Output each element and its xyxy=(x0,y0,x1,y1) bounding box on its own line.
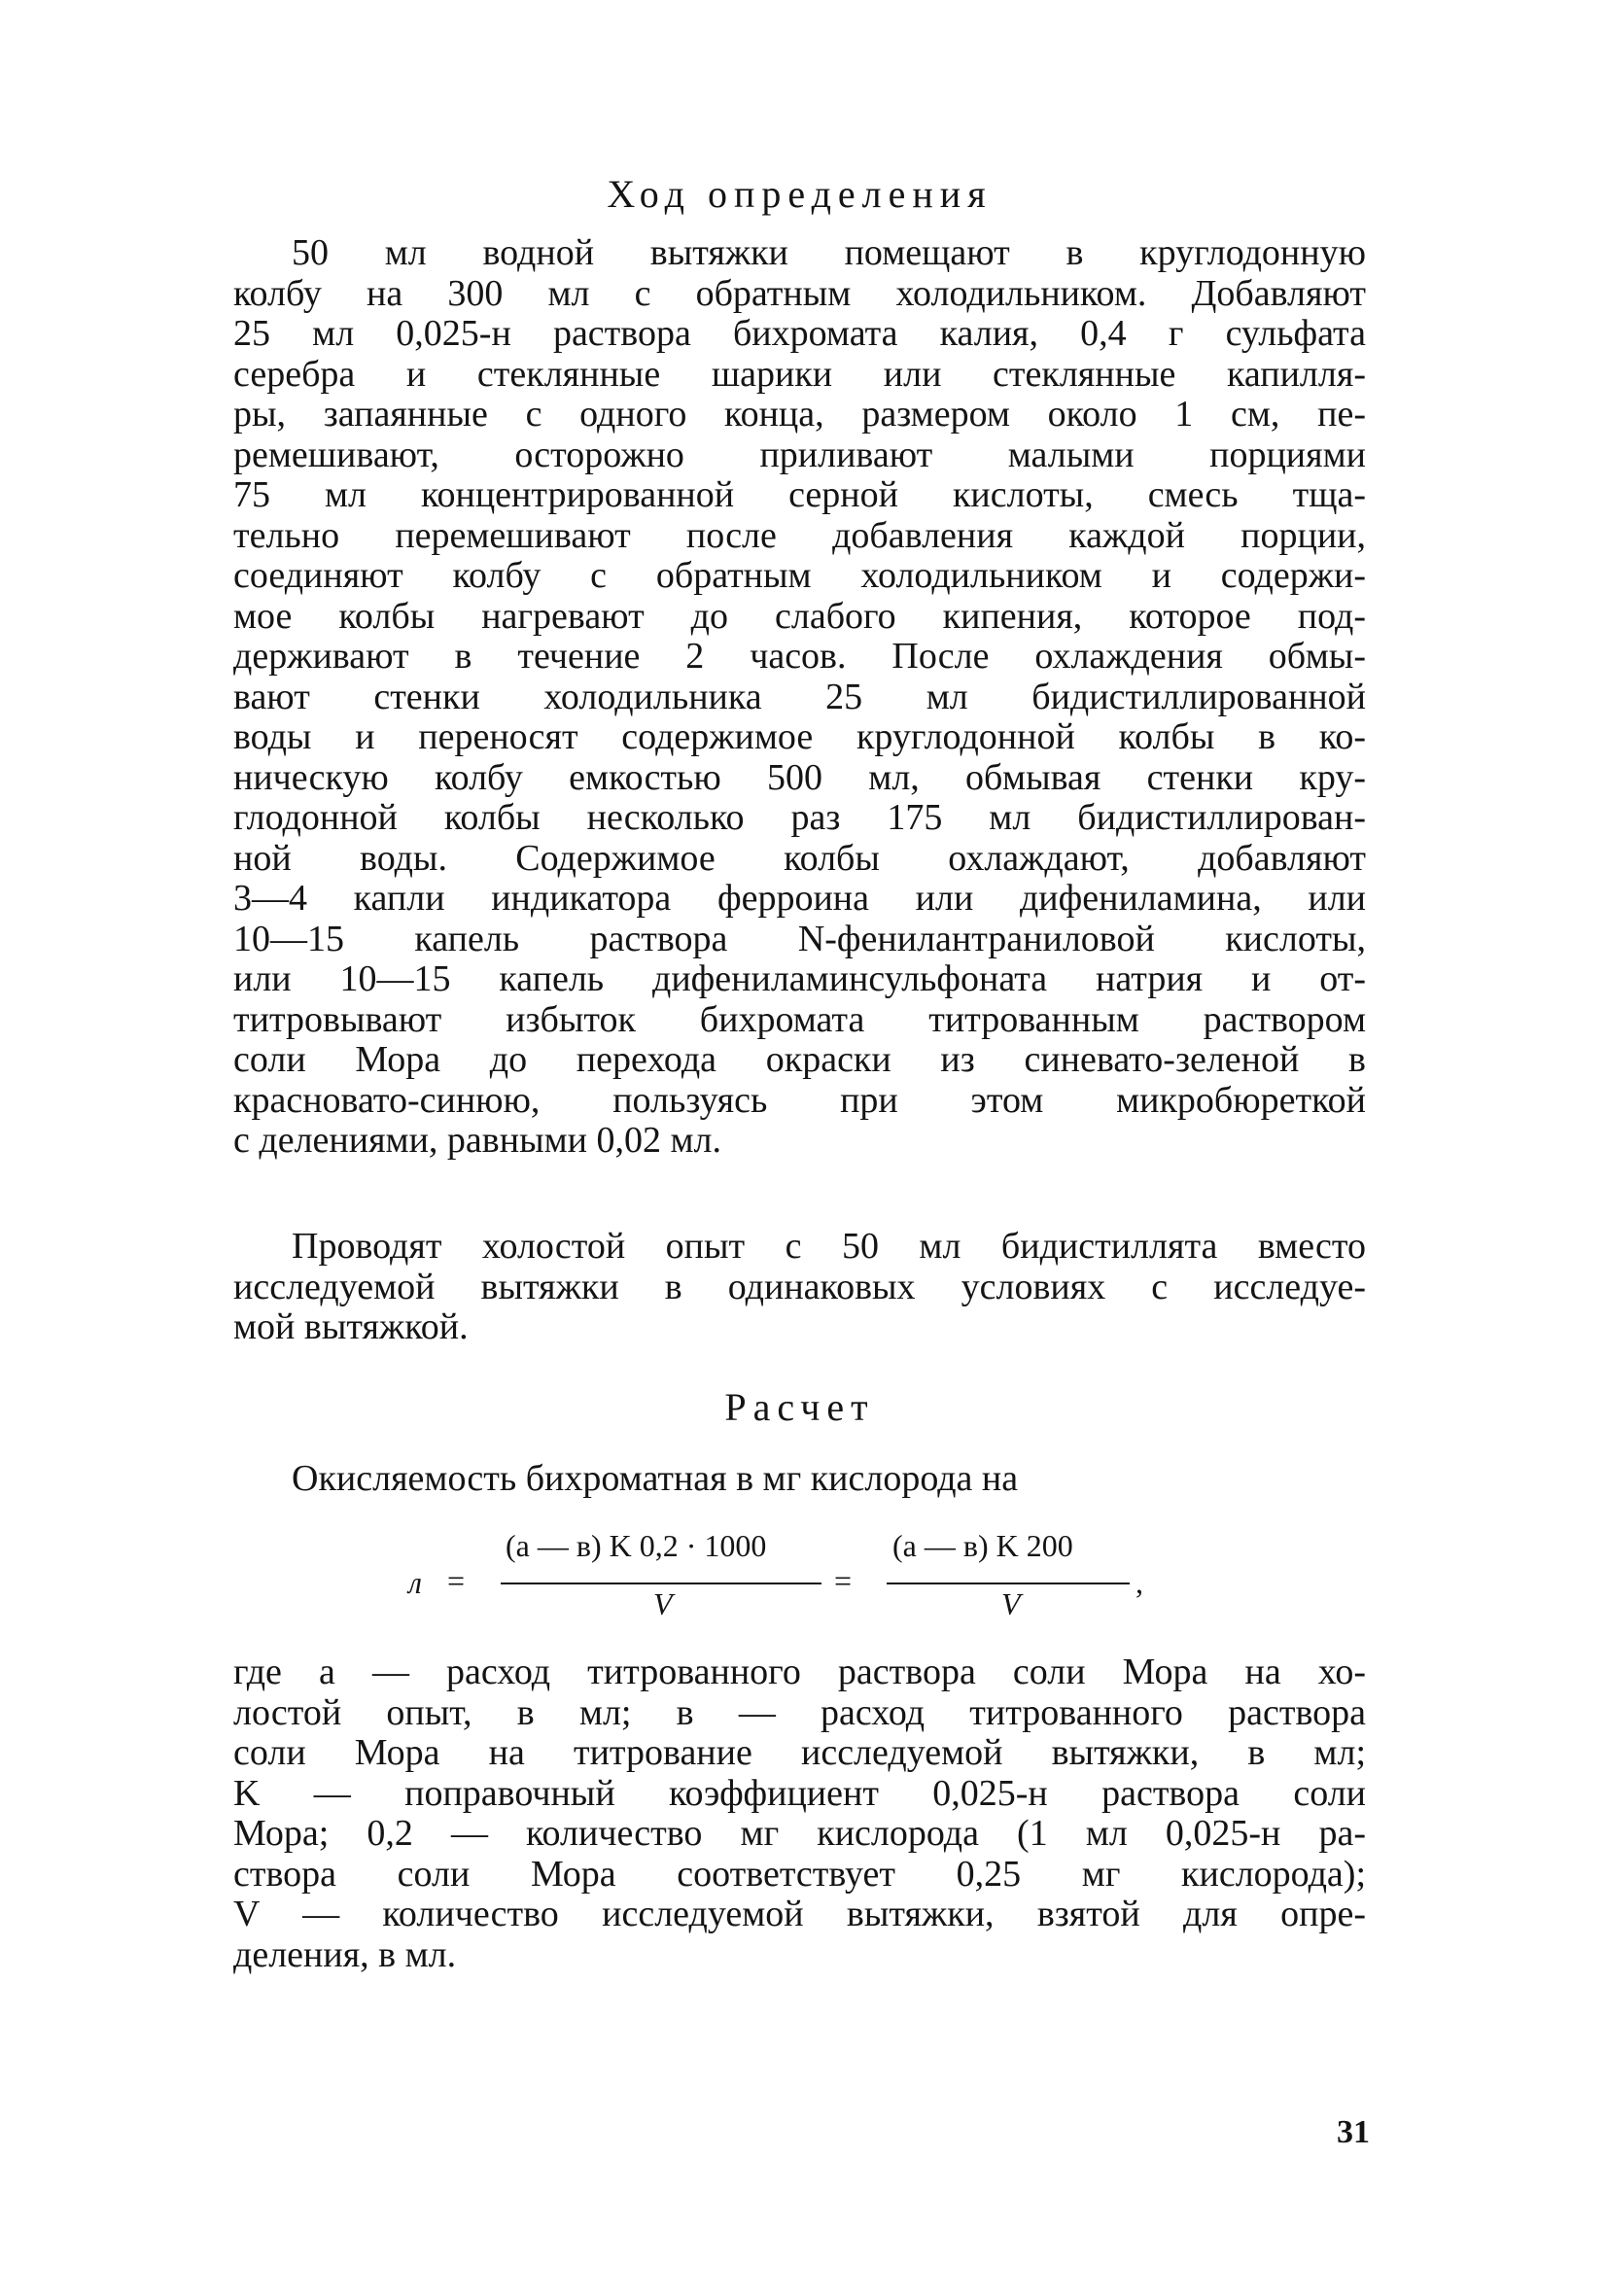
formula-numerator: (а — в) K 200 xyxy=(892,1528,1073,1563)
text-line: 50 мл водной вытяжки помещают в круглодонную xyxy=(292,232,1366,273)
text-line: мой вытяжкой. xyxy=(233,1306,469,1347)
text-line: воды и переносят содержимое круглодонной колбы в ко- xyxy=(233,716,1366,757)
text-line: 3—4 капли индикатора ферроина или дифениламина, или xyxy=(233,878,1366,919)
formula-lhs: л xyxy=(408,1565,422,1600)
text-line: Окисляемость бихроматная в мг кислорода на xyxy=(292,1458,1019,1499)
text-line: ремешивают, осторожно приливают малыми порциями xyxy=(233,434,1366,475)
text-line: K — поправочный коэффициент 0,025-н раствора соли xyxy=(233,1772,1366,1814)
text-line: титровывают избыток бихромата титрованным раствором xyxy=(233,998,1366,1040)
text-line: держивают в течение 2 часов. После охлаждения обмы- xyxy=(233,636,1366,677)
text-line: вают стенки холодильника 25 мл бидистиллированной xyxy=(233,676,1366,717)
text-line: исследуемой вытяжки в одинаковых условиях с исследуе- xyxy=(233,1266,1366,1307)
text-line: где а — расход титрованного раствора соли Мора на хо- xyxy=(233,1652,1366,1692)
text-line: тельно перемешивают после добавления каждой порции, xyxy=(233,514,1366,556)
text-line: 10—15 капель раствора N-фенилантраниловой кислоты, xyxy=(233,918,1366,959)
section-heading: Ход определения xyxy=(607,172,993,216)
text-line: с делениями, равными 0,02 мл. xyxy=(233,1120,721,1161)
calculation-intro xyxy=(233,1459,1366,1500)
text-line: соли Мора на титрование исследуемой вытяжки, в мл; xyxy=(233,1732,1366,1773)
text-line: соединяют колбу с обратным холодильником и содержи- xyxy=(233,555,1366,596)
text-line: 25 мл 0,025-н раствора бихромата калия, 0,4 г сульфата xyxy=(233,313,1366,354)
calculation-heading: Расчет xyxy=(724,1385,875,1429)
formula-equals: = xyxy=(834,1563,853,1598)
text-line: глодонной колбы несколько раз 175 мл бидистиллирован- xyxy=(233,797,1366,838)
text-line: Мора; 0,2 — количество мг кислорода (1 мл 0,025-н ра- xyxy=(233,1813,1366,1854)
fraction-bar xyxy=(501,1583,821,1584)
text-line: красновато-синюю, пользуясь при этом микробюреткой xyxy=(233,1079,1366,1121)
formula-equals: = xyxy=(447,1563,466,1598)
legend-paragraph xyxy=(233,1652,1366,1975)
formula-numerator: (а — в) K 0,2 · 1000 xyxy=(506,1528,767,1563)
text-line: или 10—15 капель дифениламинсульфоната натрия и от- xyxy=(233,958,1366,999)
text-line: ническую колбу емкостью 500 мл, обмывая стенки кру- xyxy=(233,756,1366,798)
text-line: мое колбы нагревают до слабого кипения, которое под- xyxy=(233,595,1366,637)
blank-test-paragraph xyxy=(233,1227,1366,1348)
text-line: Проводят холостой опыт с 50 мл бидистиллята вместо xyxy=(292,1226,1366,1267)
text-line: деления, в мл. xyxy=(233,1933,457,1975)
formula-comma: , xyxy=(1135,1565,1143,1600)
text-line: створа соли Мора соответствует 0,25 мг кислорода); xyxy=(233,1853,1366,1895)
fraction-bar xyxy=(887,1583,1130,1584)
page-number: 31 xyxy=(1337,2114,1370,2150)
text-line: серебра и стеклянные шарики или стеклянные капилля- xyxy=(233,353,1366,395)
procedure-paragraph xyxy=(233,233,1366,1162)
oxidizability-formula xyxy=(408,1528,1186,1645)
formula-denominator: V xyxy=(653,1586,673,1621)
text-line: 75 мл концентрированной серной кислоты, смесь тща- xyxy=(233,474,1366,515)
text-line: лостой опыт, в мл; в — расход титрованного раствора xyxy=(233,1691,1366,1733)
formula-denominator: V xyxy=(1001,1586,1021,1621)
text-line: V — количество исследуемой вытяжки, взятой для опре- xyxy=(233,1894,1366,1934)
text-line: ры, запаянные с одного конца, размером около 1 см, пе- xyxy=(233,394,1366,435)
text-line: колбу на 300 мл с обратным холодильником. Добавляют xyxy=(233,272,1366,314)
text-line: соли Мора до перехода окраски из синевато-зеленой в xyxy=(233,1039,1366,1080)
text-line: ной воды. Содержимое колбы охлаждают, добавляют xyxy=(233,837,1366,879)
